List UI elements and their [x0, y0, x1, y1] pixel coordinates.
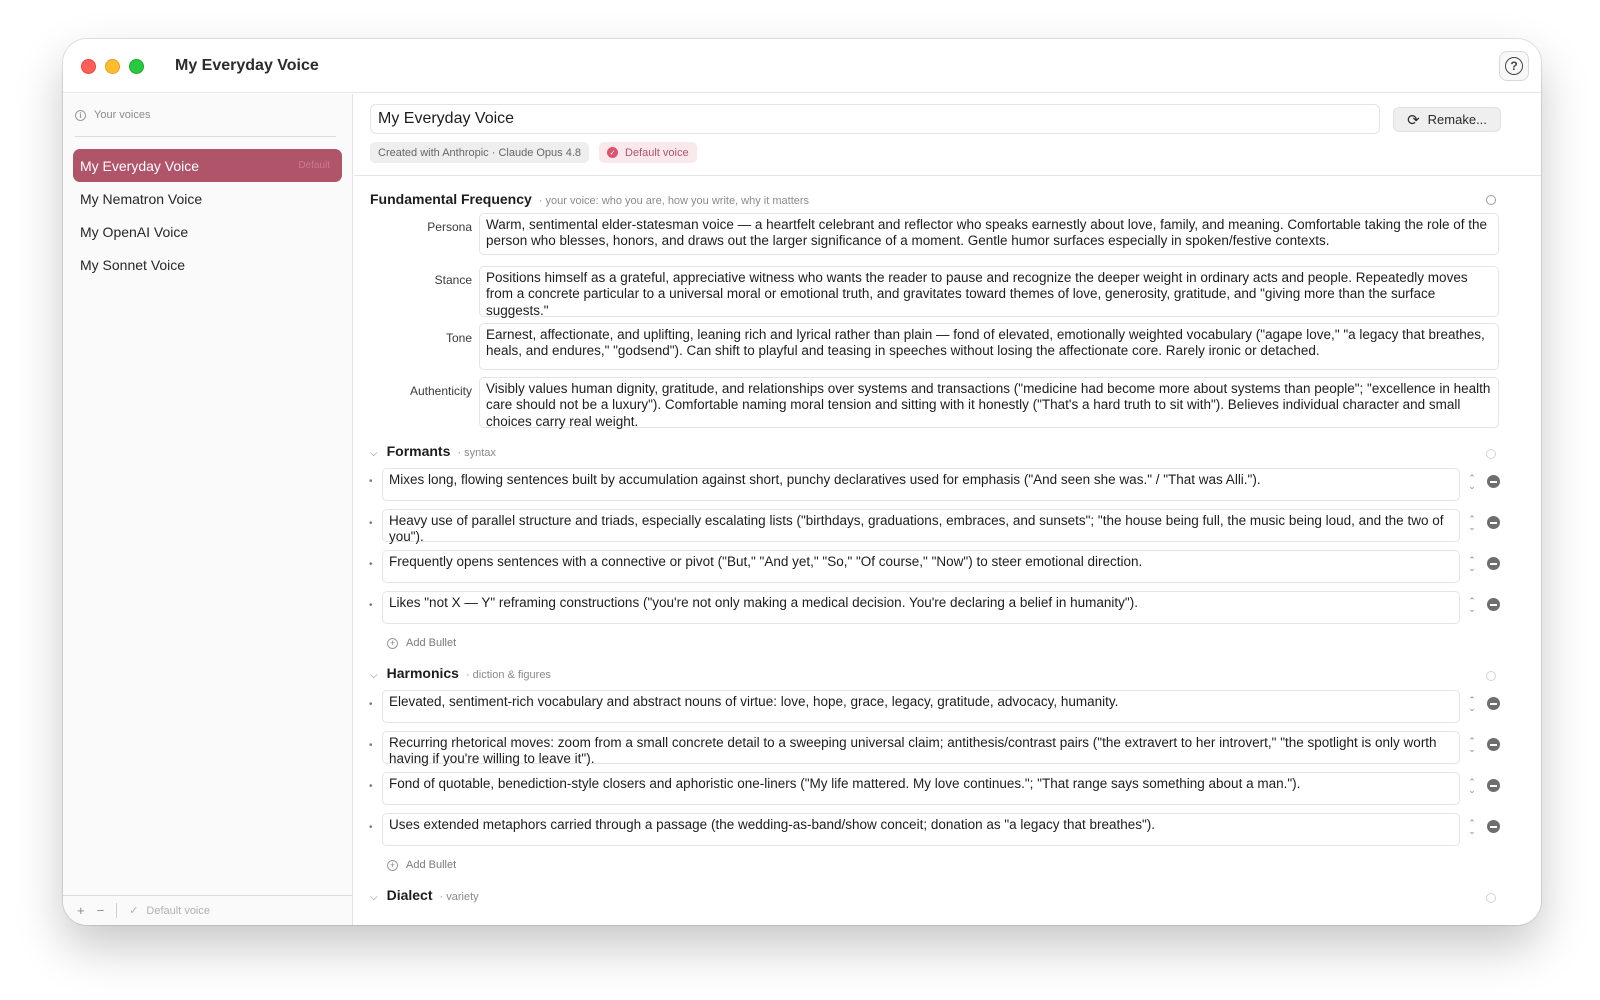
refresh-icon: ⟳ — [1407, 111, 1420, 129]
add-bullet-label: Add Bullet — [406, 859, 457, 871]
chevron-down-icon: ⌵ — [370, 670, 378, 681]
formant-bullet[interactable]: Frequently opens sentences with a connective or pivot ("But," "And yet," "So," "Of course," "Now") to steer emotional direction. — [382, 550, 1460, 583]
sidebar-header — [75, 109, 150, 121]
plus-circle-icon: + — [387, 638, 398, 649]
reorder-stepper[interactable]: ⌃ ⌄ — [1468, 473, 1476, 491]
section-options-icon[interactable] — [1486, 671, 1496, 681]
voice-name-input[interactable] — [370, 104, 1380, 134]
set-default-label: Default voice — [146, 904, 210, 917]
remove-bullet-button[interactable] — [1487, 516, 1500, 529]
remove-bullet-button[interactable] — [1487, 738, 1500, 751]
app-window — [63, 39, 1541, 925]
minus-icon — [1490, 481, 1497, 483]
bullet-icon: • — [369, 600, 373, 611]
fundamental-subtitle: · your voice: who you are, how you write, why it matters — [538, 195, 810, 207]
formants-title: Formants — [386, 443, 451, 459]
harmonic-bullet[interactable]: Recurring rhetorical moves: zoom from a small concrete detail to a sweeping universal claim; antithesis/contrast pairs ("the extravert to her introvert," "the spotlight is only worth having if you're willing to leave it"). — [382, 731, 1460, 764]
stance-label: Stance — [434, 273, 472, 287]
bullet-icon: • — [369, 699, 373, 710]
bullet-icon: • — [369, 822, 373, 833]
remove-bullet-button[interactable] — [1487, 697, 1500, 710]
minus-icon — [1490, 744, 1497, 746]
sidebar-footer — [63, 895, 352, 925]
checkmark-icon: ✓ — [129, 905, 139, 917]
add-voice-button[interactable]: + — [77, 903, 85, 918]
voice-item-everyday[interactable] — [73, 149, 342, 182]
voice-list — [73, 149, 342, 281]
header-divider — [354, 175, 1541, 176]
minus-icon — [1490, 604, 1497, 606]
remake-button[interactable] — [1393, 107, 1501, 132]
footer-separator — [116, 903, 117, 918]
dialect-title: Dialect — [386, 887, 433, 903]
formants-section-title[interactable] — [370, 443, 496, 459]
close-window-button[interactable] — [81, 59, 96, 74]
formant-bullet[interactable]: Likes "not X — Y" reframing constructions ("you're not only making a medical decision. You're declaring a belief in humanity"). — [382, 591, 1460, 624]
chevron-down-icon: ⌵ — [370, 448, 378, 459]
minus-icon — [1490, 826, 1497, 828]
sidebar — [63, 94, 353, 925]
voice-item-label: My Everyday Voice — [80, 157, 200, 174]
remake-label: Remake... — [1427, 112, 1487, 127]
remove-voice-button[interactable]: − — [96, 903, 105, 918]
voice-item-label: My Nematron Voice — [80, 190, 203, 207]
default-badge: Default — [298, 160, 330, 171]
minus-icon — [1490, 703, 1497, 705]
bullet-icon: • — [369, 559, 373, 570]
stance-field[interactable]: Positions himself as a grateful, appreciative witness who wants the reader to pause and recognize the deeper weight in ordinary acts and people. Repeatedly moves from a concrete particular to a universal moral or emotional truth, and gravitates toward themes of love, generosity, gratitude, and "giving more than the surface suggests." — [479, 266, 1499, 317]
add-bullet-button[interactable] — [387, 637, 456, 649]
formant-bullet[interactable]: Heavy use of parallel structure and triads, especially escalating lists ("birthdays, graduations, embraces, and sunsets"; "the house being full, the music being loud, and the two of you"). — [382, 509, 1460, 542]
reorder-stepper[interactable]: ⌃ ⌄ — [1468, 818, 1476, 836]
harmonics-subtitle: · diction & figures — [465, 669, 551, 681]
reorder-stepper[interactable]: ⌃ ⌄ — [1468, 596, 1476, 614]
reorder-stepper[interactable]: ⌃ ⌄ — [1468, 555, 1476, 573]
minus-icon — [1490, 563, 1497, 565]
created-with-chip: Created with Anthropic · Claude Opus 4.8 — [370, 142, 589, 163]
default-voice-chip — [599, 142, 697, 163]
sidebar-header-label: Your voices — [94, 109, 151, 121]
sidebar-divider — [75, 136, 336, 137]
section-options-icon[interactable] — [1486, 893, 1496, 903]
reorder-stepper[interactable]: ⌃ ⌄ — [1468, 514, 1476, 532]
reorder-stepper[interactable]: ⌃ ⌄ — [1468, 736, 1476, 754]
dialect-subtitle: · variety — [439, 891, 479, 903]
minus-icon — [1490, 785, 1497, 787]
authenticity-field[interactable]: Visibly values human dignity, gratitude, and relationships over systems and transactions ("medicine had become more about systems than people"; "excellence in health care should not be a luxury"). Comfortable naming moral tension and sitting with it honestly ("That's a hard truth to sit with"). Believes individual character and small choices carry real weight. — [479, 377, 1499, 428]
bullet-icon: • — [369, 476, 373, 487]
main-panel — [354, 94, 1541, 925]
tone-label: Tone — [445, 331, 472, 345]
title-bar — [63, 39, 1541, 93]
voice-item-nematron[interactable] — [73, 182, 342, 215]
section-options-icon[interactable] — [1486, 195, 1496, 205]
tone-field[interactable]: Earnest, affectionate, and uplifting, leaning rich and lyrical rather than plain — fond of elevated, emotionally weighted vocabulary ("agape love," "a legacy that breathes, heals, and endures," "godsend"). Can shift to playful and teasing in speeches without losing the affectionate core. Rarely ironic or detached. — [479, 323, 1499, 370]
remove-bullet-button[interactable] — [1487, 598, 1500, 611]
reorder-stepper[interactable]: ⌃ ⌄ — [1468, 777, 1476, 795]
formants-subtitle: · syntax — [457, 447, 496, 459]
default-chip-label: Default voice — [625, 146, 689, 159]
minimize-window-button[interactable] — [105, 59, 120, 74]
formant-bullet[interactable]: Mixes long, flowing sentences built by accumulation against short, punchy declaratives used for emphasis ("And seen she was." / "That was Alli."). — [382, 468, 1460, 501]
dialect-section-title[interactable] — [370, 887, 479, 903]
fundamental-title: Fundamental Frequency — [370, 191, 532, 207]
harmonics-title: Harmonics — [386, 665, 459, 681]
remove-bullet-button[interactable] — [1487, 820, 1500, 833]
voice-item-label: My Sonnet Voice — [80, 256, 186, 273]
persona-field[interactable]: Warm, sentimental elder-statesman voice — a heartfelt celebrant and reflector who speaks earnestly about love, family, and meaning. Comfortable taking the role of the person who blesses, honors, and draws out the larger significance of a moment. Gentle humor surfaces especially in spoken/festive contexts. — [479, 213, 1499, 255]
plus-circle-icon: + — [387, 860, 398, 871]
bullet-icon: • — [369, 781, 373, 792]
section-options-icon[interactable] — [1486, 449, 1496, 459]
reorder-stepper[interactable]: ⌃ ⌄ — [1468, 695, 1476, 713]
help-button[interactable] — [1499, 51, 1529, 81]
window-title: My Everyday Voice — [175, 57, 319, 74]
question-icon: ? — [1505, 57, 1523, 75]
remove-bullet-button[interactable] — [1487, 475, 1500, 488]
voice-item-openai[interactable] — [73, 215, 342, 248]
maximize-window-button[interactable] — [129, 59, 144, 74]
voice-item-sonnet[interactable] — [73, 248, 342, 281]
persona-label: Persona — [427, 220, 472, 234]
harmonic-bullet[interactable]: Fond of quotable, benediction-style closers and aphoristic one-liners ("My life mattered. My love continues."; "That range says something about a man."). — [382, 772, 1460, 805]
harmonics-section-title[interactable] — [370, 665, 551, 681]
minus-icon — [1490, 522, 1497, 524]
remove-bullet-button[interactable] — [1487, 557, 1500, 570]
remove-bullet-button[interactable] — [1487, 779, 1500, 792]
voice-item-label: My OpenAI Voice — [80, 223, 189, 240]
harmonic-bullet[interactable]: Uses extended metaphors carried through a passage (the wedding-as-band/show conceit; donation as "a legacy that breathes"). — [382, 813, 1460, 846]
harmonic-bullet[interactable]: Elevated, sentiment-rich vocabulary and abstract nouns of virtue: love, hope, grace, legacy, gratitude, advocacy, humanity. — [382, 690, 1460, 723]
add-bullet-label: Add Bullet — [406, 637, 457, 649]
bullet-icon: • — [369, 740, 373, 751]
bullet-icon: • — [369, 518, 373, 529]
set-default-voice-button[interactable] — [129, 904, 210, 917]
authenticity-label: Authenticity — [409, 384, 472, 398]
chevron-down-icon: ⌵ — [370, 892, 378, 903]
fundamental-section-title — [370, 191, 809, 207]
add-bullet-button[interactable] — [387, 859, 456, 871]
badge-icon: ✓ — [607, 147, 618, 158]
info-icon: i — [75, 110, 86, 121]
